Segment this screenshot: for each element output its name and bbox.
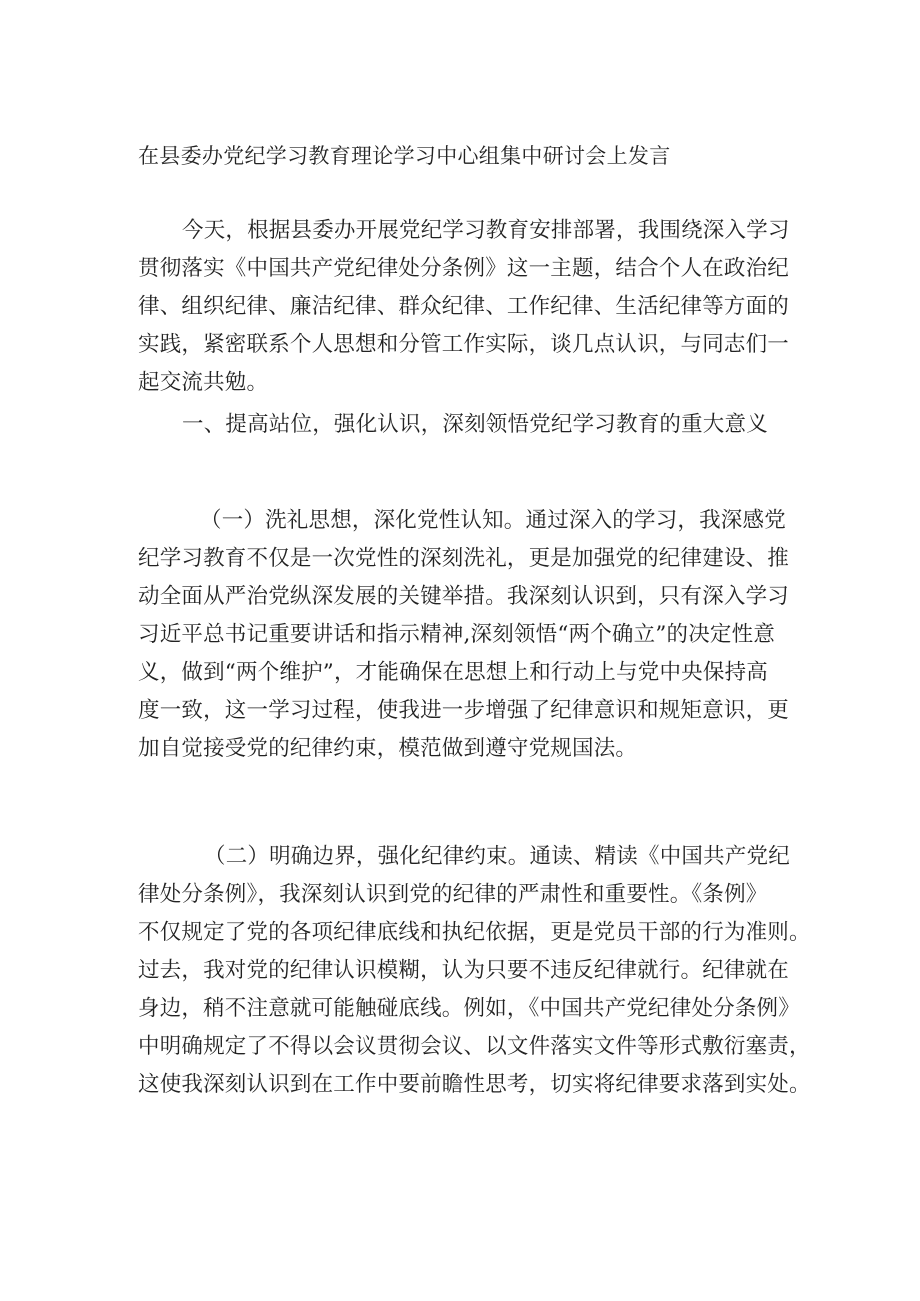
- text-line: 这使我深刻认识到在工作中要前瞻性思考，切实将纪律要求落到实处。: [138, 1072, 811, 1097]
- text-line: 过去，我对党的纪律认识模糊，认为只要不违反纪律就行。纪律就在: [138, 958, 790, 983]
- text-line: 律、组织纪律、廉洁纪律、群众纪律、工作纪律、生活纪律等方面的: [138, 294, 790, 319]
- text-line: 贯彻落实《中国共产党纪律处分条例》这一主题，结合个人在政治纪: [138, 256, 790, 281]
- text-line: 不仅规定了党的各项纪律底线和执纪依据，更是党员干部的行为准则。: [138, 920, 811, 945]
- text-line: 度一致，这一学习过程，使我进一步增强了纪律意识和规矩意识，更: [138, 698, 790, 723]
- text-line: 律处分条例》，我深刻认识到党的纪律的严肃性和重要性。《条例》: [138, 882, 768, 907]
- document-title: 在县委办党纪学习教育理论学习中心组集中研讨会上发言: [138, 144, 671, 168]
- paragraph-section-1-1: [138, 502, 788, 768]
- text-line: 习近平总书记重要讲话和指示精神,深刻领悟“两个确立”的决定性意: [138, 622, 776, 647]
- text-line: 义，做到“两个维护”，才能确保在思想上和行动上与党中央保持高: [138, 660, 768, 685]
- text-line: 身边，稍不注意就可能触碰底线。例如，《中国共产党纪律处分条例》: [138, 996, 800, 1021]
- text-line: 今天，根据县委办开展党纪学习教育安排部署，我围绕深入学习: [182, 218, 790, 243]
- text-line: 中明确规定了不得以会议贯彻会议、以文件落实文件等形式敷衍塞责，: [138, 1034, 811, 1059]
- section-heading: 一、提高站位，强化认识，深刻领悟党纪学习教育的重大意义: [182, 412, 768, 437]
- paragraph-section-1-2: [138, 838, 811, 1104]
- text-line: 实践，紧密联系个人思想和分管工作实际，谈几点认识，与同志们一: [138, 332, 790, 357]
- paragraph-intro: [138, 212, 788, 444]
- text-line: （一）洗礼思想，深化党性认知。通过深入的学习，我深感党: [200, 508, 786, 533]
- text-line: 起交流共勉。: [138, 370, 269, 395]
- text-line: （二）明确边界，强化纪律约束。通读、精读《中国共产党纪: [204, 844, 790, 869]
- text-line: 纪学习教育不仅是一次党性的深刻洗礼，更是加强党的纪律建设、推: [138, 546, 790, 571]
- text-line: 加自觉接受党的纪律约束，模范做到遵守党规国法。: [138, 736, 638, 761]
- text-line: 动全面从严治党纵深发展的关键举措。我深刻认识到，只有深入学习: [138, 584, 790, 609]
